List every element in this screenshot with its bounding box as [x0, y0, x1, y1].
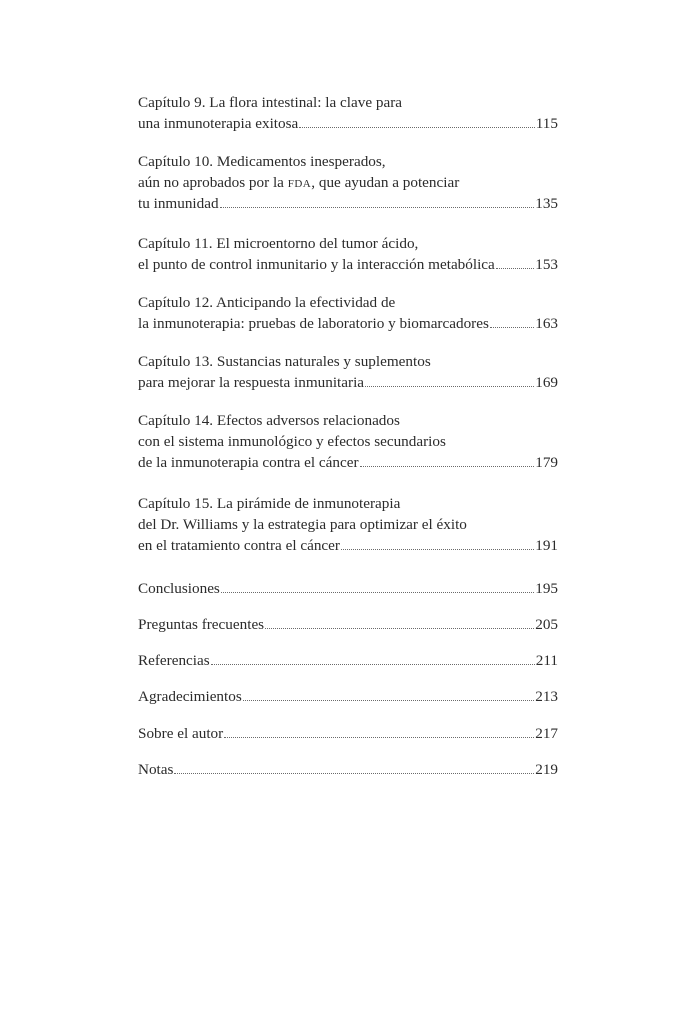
toc-entry-title: Notas — [138, 761, 174, 778]
toc-entry-last-line — [138, 313, 558, 334]
toc-page-number: 135 — [535, 195, 558, 212]
dot-leader — [174, 773, 534, 774]
toc-page-number: 195 — [535, 580, 558, 597]
fda-abbreviation: FDA — [287, 178, 312, 190]
toc-page-number: 217 — [535, 725, 558, 742]
toc-entry-title-line: Capítulo 12. Anticipando la efectividad de — [138, 294, 396, 311]
toc-entry-last-line — [138, 113, 558, 134]
dot-leader — [360, 466, 535, 467]
dot-leader — [220, 207, 535, 208]
toc-entry-title-line: Capítulo 14. Efectos adversos relacionados — [138, 412, 400, 429]
toc-page-number: 179 — [535, 454, 558, 471]
toc-page-number: 213 — [535, 688, 558, 705]
toc-entry-last-line — [138, 372, 558, 393]
toc-entry-conclusiones[interactable] — [138, 578, 558, 599]
toc-entry-title-line: tu inmunidad — [138, 195, 219, 212]
toc-entry-title: Agradecimientos — [138, 688, 242, 705]
toc-page-number: 211 — [535, 652, 558, 669]
toc-entry-title: Conclusiones — [138, 580, 220, 597]
dot-leader — [365, 386, 534, 387]
toc-entry-chapter-13[interactable] — [138, 351, 558, 393]
toc-entry-title-line: Capítulo 10. Medicamentos inesperados, — [138, 153, 386, 170]
toc-page-number: 205 — [535, 616, 558, 633]
dot-leader — [224, 737, 534, 738]
toc-entry-title: Sobre el autor — [138, 725, 224, 742]
toc-entry-chapter-9[interactable] — [138, 92, 558, 134]
toc-entry-title-line: Capítulo 13. Sustancias naturales y suplementos — [138, 353, 431, 370]
toc-entry-agradecimientos[interactable] — [138, 686, 558, 707]
dot-leader — [221, 592, 534, 593]
dot-leader — [265, 628, 534, 629]
toc-entry-last-line — [138, 452, 558, 473]
toc-entry-title: Preguntas frecuentes — [138, 616, 265, 633]
dot-leader — [243, 700, 534, 701]
toc-entry-title: Referencias — [138, 652, 210, 669]
toc-entry-title-line — [138, 172, 558, 193]
toc-page-number: 163 — [535, 315, 558, 332]
dot-leader — [211, 664, 535, 665]
toc-page-number: 219 — [535, 761, 558, 778]
toc-entry-title-line: de la inmunoterapia contra el cáncer — [138, 454, 359, 471]
toc-page-number: 169 — [535, 374, 558, 391]
toc-entry-title-line: la inmunoterapia: pruebas de laboratorio y biomarcadores — [138, 315, 489, 332]
toc-line-text: aún no aprobados por la — [138, 174, 288, 191]
toc-entry-chapter-10[interactable] — [138, 151, 558, 214]
toc-entry-referencias[interactable] — [138, 650, 558, 671]
dot-leader — [496, 268, 534, 269]
toc-entry-title-line: Capítulo 9. La flora intestinal: la clave para — [138, 94, 402, 111]
toc-entry-notas[interactable] — [138, 759, 558, 780]
toc-page-number: 115 — [535, 115, 558, 132]
dot-leader — [299, 127, 535, 128]
toc-entry-chapter-15[interactable] — [138, 493, 558, 556]
toc-entry-title-line: para mejorar la respuesta inmunitaria — [138, 374, 365, 391]
toc-page-number: 153 — [535, 256, 558, 273]
toc-page-number: 191 — [535, 537, 558, 554]
toc-entry-title-line: el punto de control inmunitario y la interacción metabólica — [138, 256, 495, 273]
toc-entry-title-line: con el sistema inmunológico y efectos secundarios — [138, 433, 446, 450]
dot-leader — [490, 327, 534, 328]
toc-entry-sobre-el-autor[interactable] — [138, 723, 558, 744]
toc-entry-title-line: del Dr. Williams y la estrategia para optimizar el éxito — [138, 516, 467, 533]
toc-entry-last-line — [138, 254, 558, 275]
toc-entry-title-line: en el tratamiento contra el cáncer — [138, 537, 340, 554]
toc-entry-chapter-14[interactable] — [138, 410, 558, 473]
toc-entry-preguntas-frecuentes[interactable] — [138, 614, 558, 635]
toc-entry-last-line — [138, 193, 558, 214]
toc-line-text: , que ayudan a potenciar — [311, 174, 460, 191]
dot-leader — [341, 549, 534, 550]
toc-entry-last-line — [138, 535, 558, 556]
toc-entry-chapter-12[interactable] — [138, 292, 558, 334]
toc-entry-chapter-11[interactable] — [138, 233, 558, 275]
toc-entry-title-line: una inmunoterapia exitosa — [138, 115, 299, 132]
toc-entry-title-line: Capítulo 15. La pirámide de inmunoterapia — [138, 495, 401, 512]
toc-entry-title-line: Capítulo 11. El microentorno del tumor ácido, — [138, 235, 419, 252]
